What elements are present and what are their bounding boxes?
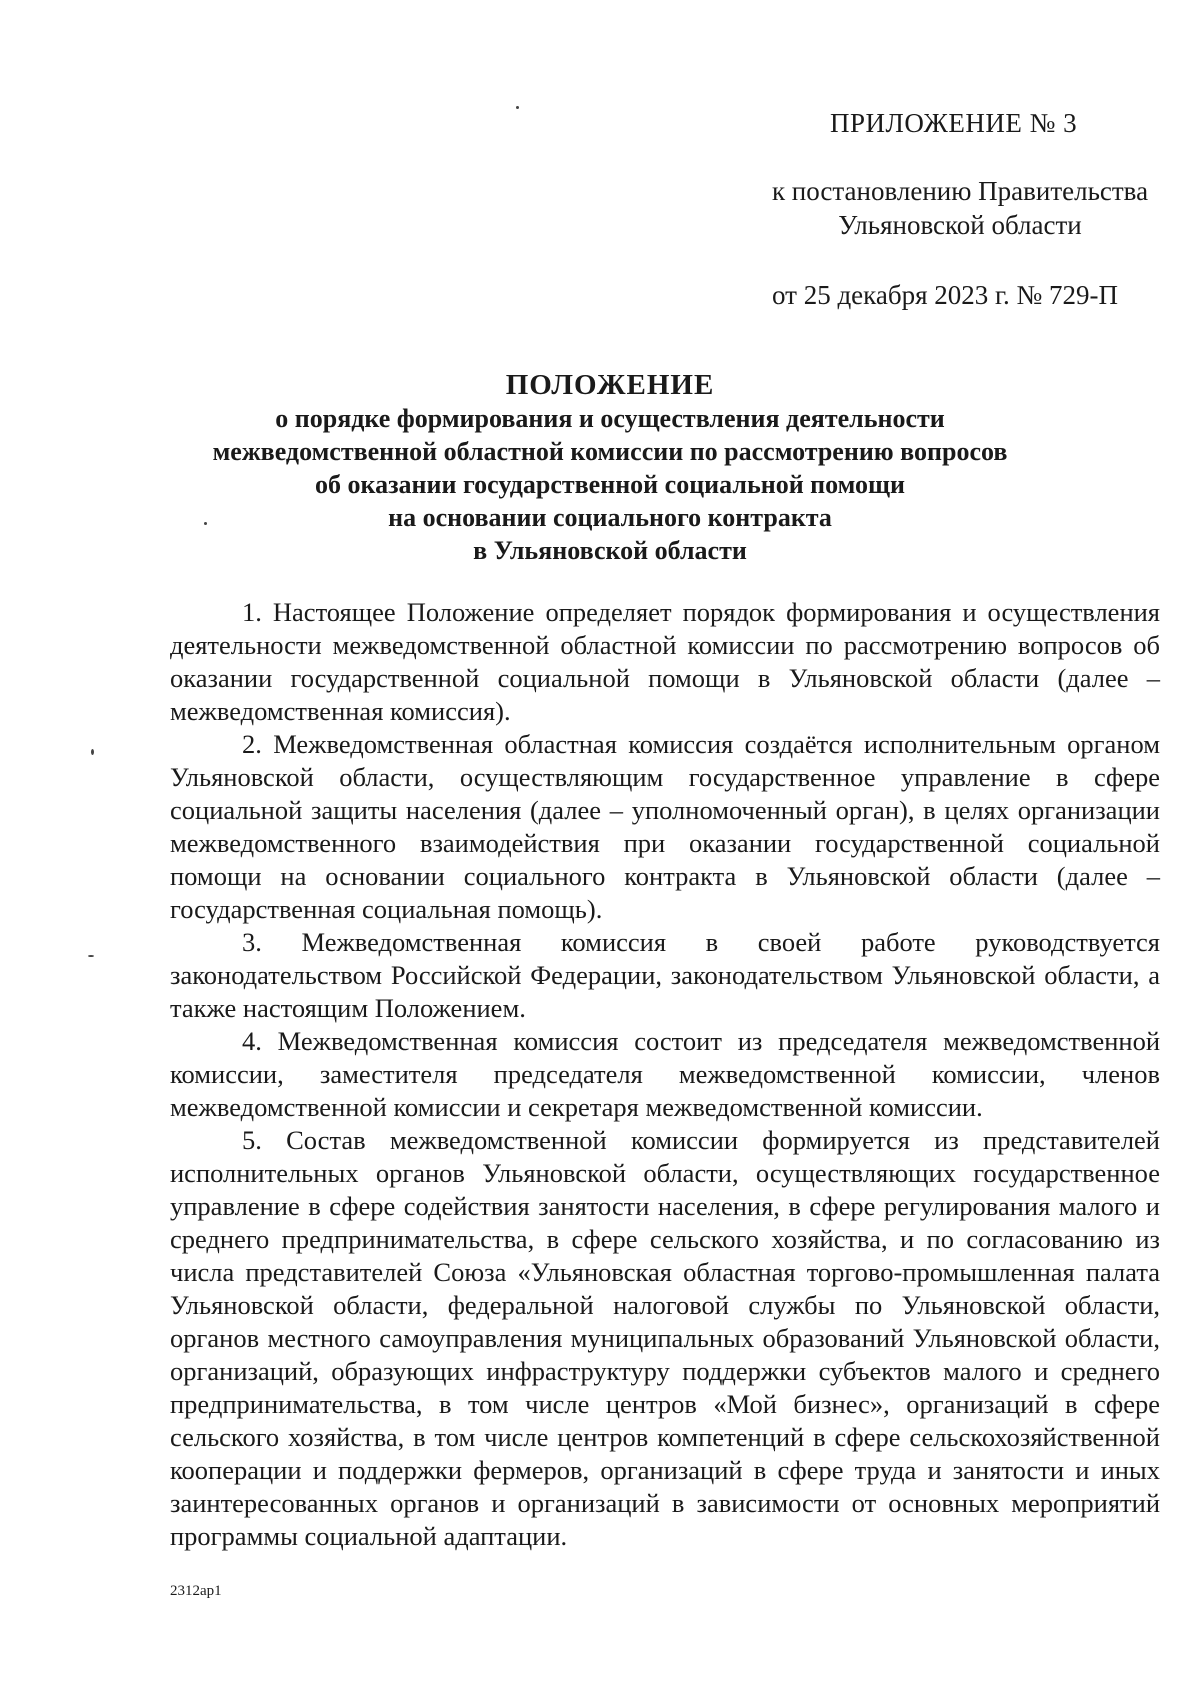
subtitle-line: о порядке формирования и осуществления деятельности	[275, 404, 945, 433]
document-subtitle	[160, 402, 1060, 567]
annex-date: от 25 декабря 2023 г. № 729-П	[772, 280, 1119, 310]
document-title: ПОЛОЖЕНИЕ	[505, 369, 715, 401]
paragraph-3: 3. Межведомственная комиссия в своей работе руководствуется законодательством Российской Федерации, законодательством Ульяновской области, а также настоящим Положением.	[170, 927, 1160, 1023]
annex-reference-line: к постановлению Правительства	[771, 176, 1149, 206]
paragraph-1: 1. Настоящее Положение определяет порядок формирования и осуществления деятельности межведомственной областной комиссии по рассмотрению вопросов об оказании государственной социальной помощи в Ульяновской области (далее – межведомственная комиссия).	[170, 597, 1160, 726]
document-body	[170, 596, 1160, 1553]
subtitle-line: межведомственной областной комиссии по рассмотрению вопросов	[212, 437, 1008, 466]
subtitle-line: на основании социального контракта	[388, 503, 832, 532]
annex-reference-line: Ульяновской области	[838, 210, 1082, 240]
annex-title: ПРИЛОЖЕНИЕ № 3	[830, 108, 1078, 138]
paragraph-2: 2. Межведомственная областная комиссия создаётся исполнительным органом Ульяновской области, осуществляющим государственное управление в сфере социальной защиты населения (далее – уполномоченный орган), в целях организации межведомственного взаимодействия при оказании государственной социальной помощи на основании социального контракта в Ульяновской области (далее – государственная социальная помощь).	[170, 729, 1160, 924]
scan-speck	[88, 955, 94, 957]
paragraph-5: 5. Состав межведомственной комиссии формируется из представителей исполнительных органов Ульяновской области, осуществляющих государственное управление в сфере содействия занятости населения, в сфере регулирования малого и среднего предпринимательства, в сфере сельского хозяйства, и по согласованию из числа представителей Союза «Ульяновская областная торгово-промышленная палата Ульяновской области, федеральной налоговой службы по Ульяновской области, органов местного самоуправления муниципальных образований Ульяновской области, организаций, образующих инфраструктуру поддержки субъектов малого и среднего предпринимательства, в том числе центров «Мой бизнес», организаций в сфере сельского хозяйства, в том числе центров компетенций в сфере сельскохозяйственной кооперации и поддержки фермеров, организаций в сфере труда и занятости и иных заинтересованных органов и организаций в зависимости от основных мероприятий программы социальной адаптации.	[170, 1125, 1160, 1551]
scan-speck	[204, 522, 207, 525]
subtitle-line: в Ульяновской области	[473, 536, 747, 565]
subtitle-line: об оказании государственной социальной помощи	[315, 470, 905, 499]
paragraph-4: 4. Межведомственная комиссия состоит из председателя межведомственной комиссии, заместителя председателя межведомственной комиссии, членов межведомственной комиссии и секретаря межведомственной комиссии.	[170, 1026, 1160, 1122]
document-heading	[160, 368, 1060, 567]
document-code: 2312ap1	[170, 1583, 222, 1599]
scan-speck	[516, 106, 519, 109]
annex-reference	[760, 174, 1160, 242]
scan-speck	[91, 749, 94, 755]
